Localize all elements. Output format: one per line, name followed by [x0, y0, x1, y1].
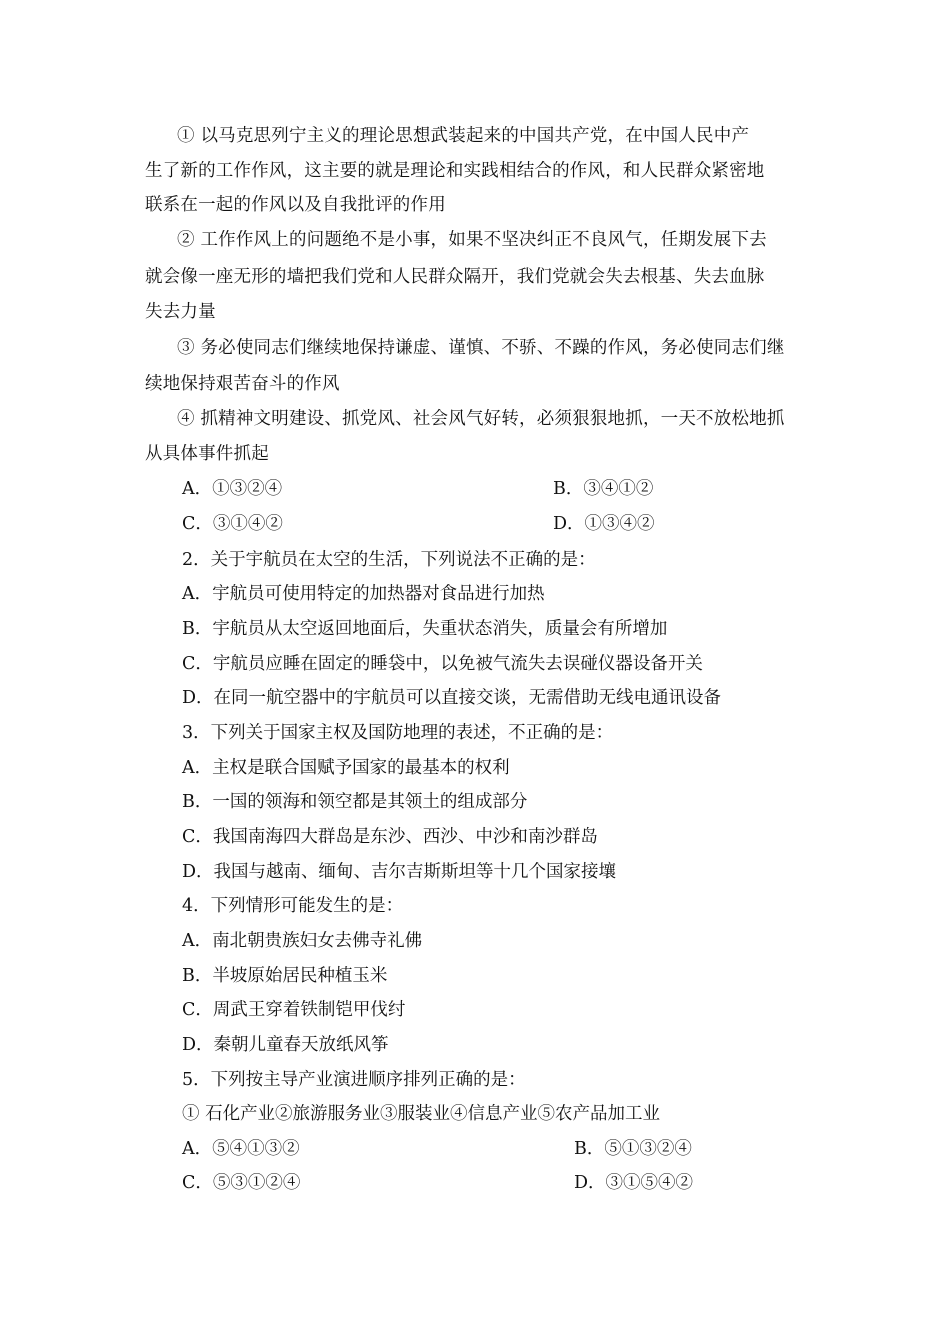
q1-option-d: D．①③④②	[553, 514, 655, 534]
passage-line: 就会像一座无形的墙把我们党和人民群众隔开，我们党就会失去根基、失去血脉	[145, 267, 765, 287]
q3-option-c: C．我国南海四大群岛是东沙、西沙、中沙和南沙群岛	[182, 827, 598, 847]
q3-option-d: D．我国与越南、缅甸、吉尔吉斯斯坦等十几个国家接壤	[182, 862, 617, 882]
q4-option-c: C．周武王穿着铁制铠甲伐纣	[182, 1000, 406, 1020]
q4-option-a: A．南北朝贵族妇女去佛寺礼佛	[182, 931, 423, 951]
passage-line: 生了新的工作作风，这主要的就是理论和实践相结合的作风，和人民群众紧密地	[145, 161, 765, 181]
q2-option-a: A．宇航员可使用特定的加热器对食品进行加热	[182, 584, 545, 604]
q5-items: ① 石化产业②旅游服务业③服装业④信息产业⑤农产品加工业	[182, 1104, 661, 1124]
passage-line: ① 以马克思列宁主义的理论思想武装起来的中国共产党，在中国人民中产	[177, 126, 750, 146]
passage-line: ③ 务必使同志们继续地保持谦虚、谨慎、不骄、不躁的作风，务必使同志们继	[177, 338, 785, 358]
q1-option-a: A．①③②④	[182, 479, 283, 499]
q2-stem: 2．关于宇航员在太空的生活，下列说法不正确的是：	[182, 550, 596, 570]
q1-option-b: B．③④①②	[553, 479, 654, 499]
q2-option-d: D．在同一航空器中的宇航员可以直接交谈，无需借助无线电通讯设备	[182, 688, 722, 708]
passage-line: 失去力量	[145, 302, 216, 322]
q1-option-c: C．③①④②	[182, 514, 283, 534]
q5-option-d: D．③①⑤④②	[574, 1173, 694, 1193]
q3-option-b: B．一国的领海和领空都是其领土的组成部分	[182, 792, 528, 812]
q5-option-c: C．⑤③①②④	[182, 1173, 301, 1193]
q4-stem: 4．下列情形可能发生的是：	[182, 896, 404, 916]
q2-option-b: B．宇航员从太空返回地面后，失重状态消失，质量会有所增加	[182, 619, 668, 639]
q5-option-b: B．⑤①③②④	[574, 1139, 692, 1159]
q2-option-c: C．宇航员应睡在固定的睡袋中，以免被气流失去误碰仪器设备开关	[182, 654, 703, 674]
q4-option-b: B．半坡原始居民种植玉米	[182, 966, 388, 986]
passage-line: 续地保持艰苦奋斗的作风	[145, 374, 340, 394]
q5-stem: 5．下列按主导产业演进顺序排列正确的是：	[182, 1070, 526, 1090]
q3-option-a: A．主权是联合国赋予国家的最基本的权利	[182, 758, 510, 778]
passage-line: 联系在一起的作风以及自我批评的作用	[145, 195, 446, 215]
passage-line: ④ 抓精神文明建设、抓党风、社会风气好转，必须狠狠地抓，一天不放松地抓	[177, 409, 785, 429]
passage-line: 从具体事件抓起	[145, 444, 269, 464]
passage-line: ② 工作作风上的问题绝不是小事，如果不坚决纠正不良风气，任期发展下去	[177, 230, 767, 250]
q4-option-d: D．秦朝儿童春天放纸风筝	[182, 1035, 389, 1055]
q3-stem: 3．下列关于国家主权及国防地理的表述，不正确的是：	[182, 723, 614, 743]
q5-option-a: A．⑤④①③②	[182, 1139, 300, 1159]
